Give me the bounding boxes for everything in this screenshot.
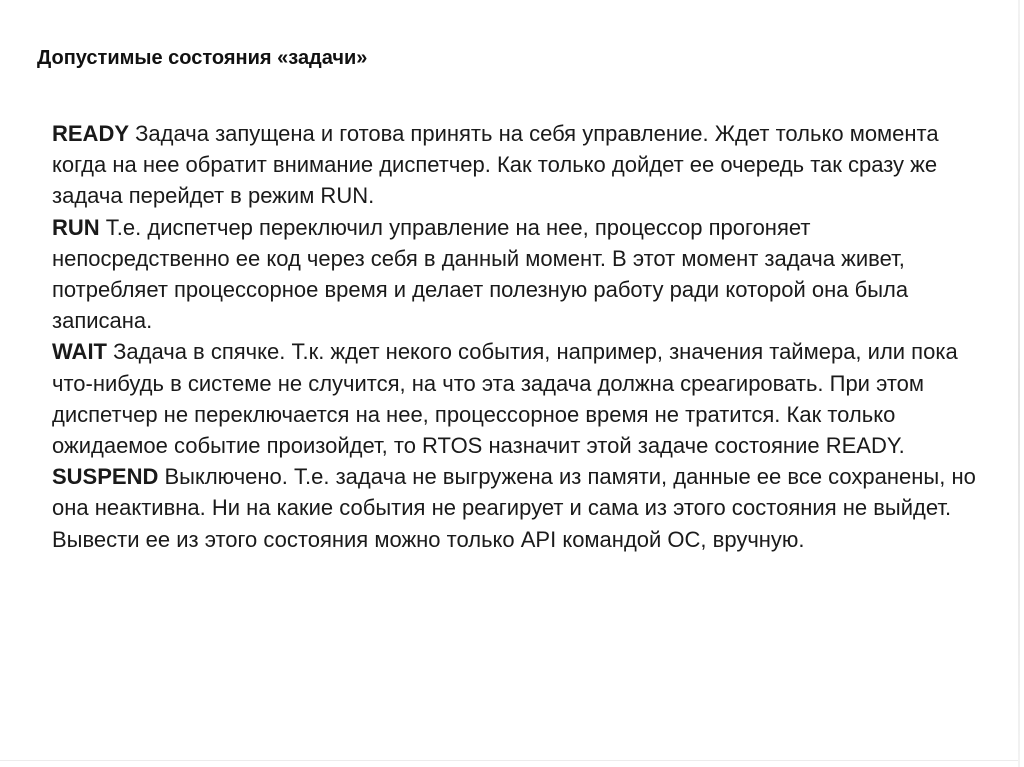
state-term: SUSPEND xyxy=(52,464,159,490)
state-description: Задача в спячке. Т.к. ждет некого события, например, значения таймера, или пока что-нибудь в системе не случится, на что эта задача должна среагировать. При этом диспетчер не переключается на нее, процессорное время не тратится. Как только ожидаемое событие произойдет, то RTOS назначит этой задаче состояние READY. xyxy=(52,339,958,459)
state-description: Выключено. Т.е. задача не выгружена из памяти, данные ее все сохранены, но она неактивна. Ни на какие события не реагирует и сама из этого состояния не выйдет. Вывести ее из этого состояния можно только API командой ОС, вручную. xyxy=(52,464,976,552)
state-run xyxy=(52,212,982,337)
state-description: Задача запущена и готова принять на себя управление. Ждет только момента когда на нее обратит внимание диспетчер. Как только дойдет ее очередь так сразу же задача перейдет в режим RUN. xyxy=(52,121,939,209)
state-term: WAIT xyxy=(52,339,107,365)
state-wait xyxy=(52,336,982,461)
state-description: Т.е. диспетчер переключил управление на нее, процессор прогоняет непосредственно ее код через себя в данный момент. В этот момент задача живет, потребляет процессорное время и делает полезную работу ради которой она была записана. xyxy=(52,214,909,334)
slide-edge-shadow xyxy=(1018,0,1020,767)
state-term: RUN xyxy=(52,214,100,240)
state-term: READY xyxy=(52,121,130,146)
slide-body xyxy=(52,118,982,555)
slide-bottom-edge xyxy=(0,760,1018,761)
slide-title: Допустимые состояния «задачи» xyxy=(37,47,368,69)
state-suspend xyxy=(52,461,982,555)
state-ready xyxy=(52,118,982,212)
